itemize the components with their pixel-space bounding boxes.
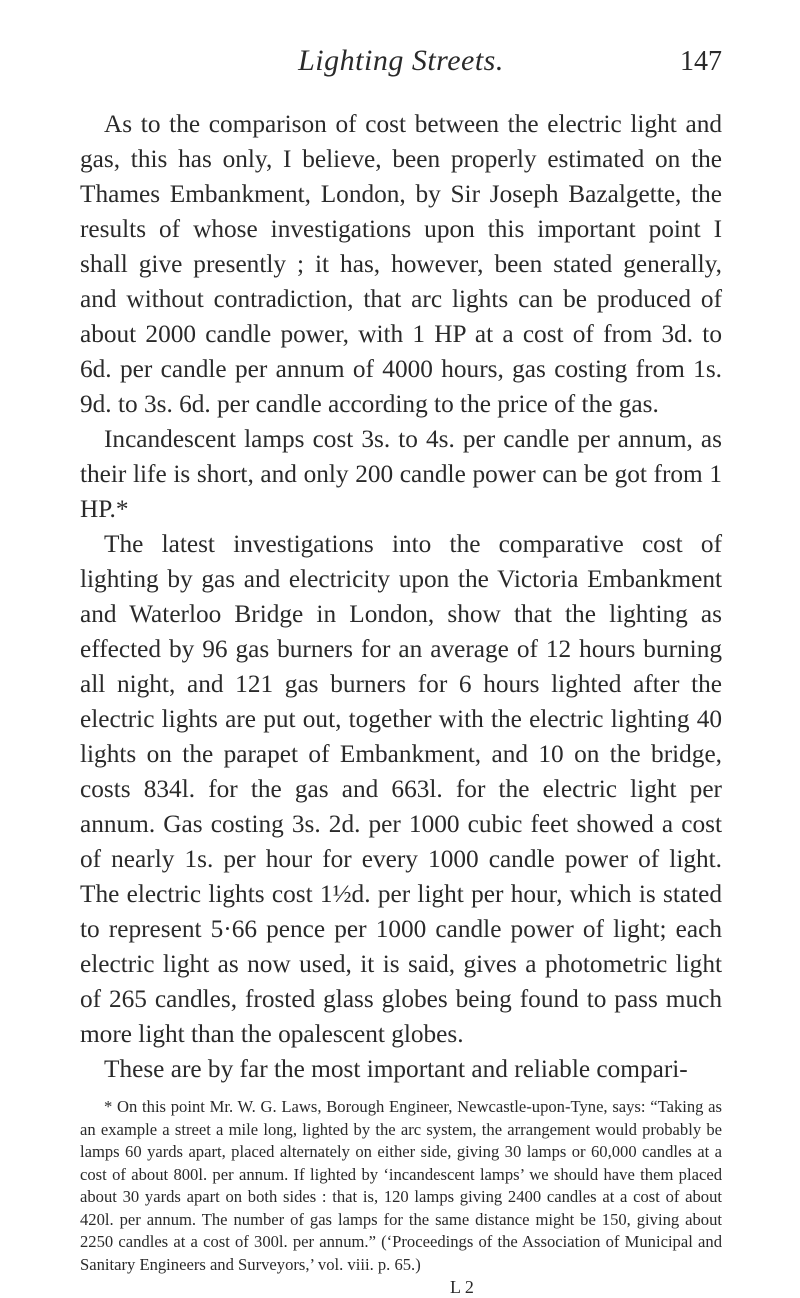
paragraph: As to the comparison of cost between the electric light and gas, this has only, I believe, been properly estimated on the Thames Embankment, London, by Sir Joseph Bazalgette, the results of whose investigations upon this important point I shall give presently ; it has, however, been stated generally, and without contradiction, that arc lights can be produced of about 2000 candle power, with 1 HP at a cost of from 3d. to 6d. per candle per annum of 4000 hours, gas costing from 1s. 9d. to 3s. 6d. per candle according to the price of the gas. (80, 110, 722, 418)
paragraph: The latest investigations into the comparative cost of lighting by gas and electricity upon the Victoria Embankment and Waterloo Bridge in London, show that the lighting as effected by 96 gas burners for an average of 12 hours burning all night, and 121 gas burners for 6 hours lighted after the electric lights are put out, together with the electric lighting 40 lights on the parapet of Embankment, and 10 on the bridge, costs 834l. for the gas and 663l. for the electric light per annum. Gas costing 3s. 2d. per 1000 cubic feet showed a cost of nearly 1s. per hour for every 1000 candle power of light. The electric lights cost 1½d. per light per hour, which is stated to represent 5·66 pence per 1000 candle power of light; each electric light as now used, it is said, gives a photometric light of 265 candles, frosted glass globes being found to pass much more light than the opalescent globes. (80, 530, 722, 1048)
footnote (80, 1096, 722, 1276)
page-header (80, 44, 722, 84)
paragraph: These are by far the most important and reliable compari- (104, 1055, 688, 1083)
signature-mark: L 2 (450, 1277, 474, 1297)
footnote-text: * On this point Mr. W. G. Laws, Borough Engineer, Newcastle-upon-Tyne, says: “Taking as an example a street a mile long, lighted by the arc system, the arrangement would probably be lamps 60 yards apart, placed alternately on either side, giving 30 lamps or 60,000 candles at a cost of about 800l. per annum. If lighted by ‘incandescent lamps’ we should have them placed about 30 yards apart on both sides : that is, 120 lamps giving 2400 candles at a cost of about 420l. per annum. The number of gas lamps for the same distance might be 150, giving about 2250 candles at a cost of 300l. per annum.” (‘Proceedings of the Association of Municipal and Sanitary Engineers and Surveyors,’ vol. viii. p. 65.) (80, 1097, 722, 1274)
paragraph: Incandescent lamps cost 3s. to 4s. per candle per annum, as their life is short, and only 200 candle power can be got from 1 HP.* (80, 425, 722, 523)
running-head: Lighting Streets. (298, 44, 504, 77)
page-number: 147 (680, 46, 722, 77)
book-page (80, 44, 722, 1298)
body-text (80, 107, 722, 1087)
